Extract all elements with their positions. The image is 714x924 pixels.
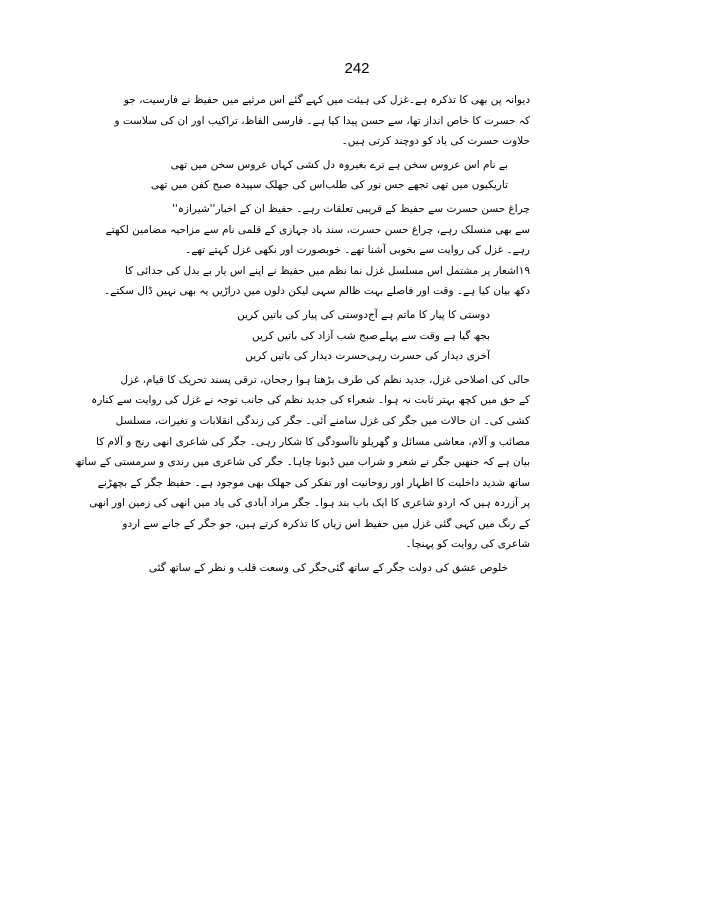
text-line: ۱۹اشعار پر مشتمل اس مسلسل غزل نما نظم میں حفیظ نے اپنے اس یار بے بدل کی جدائی کا: [124, 264, 530, 277]
page-body: [74, 90, 530, 582]
text-line: ساتھ شدید داخلیت کا اظہار اور روحانیت اور تفکر کی جھلک بھی موجود ہے۔ حفیظ جگر کے بچھڑنے: [97, 476, 530, 489]
couplet: [212, 326, 530, 347]
paragraph-1: [114, 90, 530, 152]
couplet: [170, 155, 530, 176]
text-line: دیوانہ پن بھی کا تذکرہ ہے۔غزل کی ہیئت میں کہے گئے اس مرثیے میں حفیظ نے فارسیت، جو: [123, 94, 530, 106]
couplet: [150, 175, 530, 196]
text-line: دکھ بیان کیا ہے۔ وقت اور فاصلے بہت ظالم سہی لیکن دلوں میں دراڑیں یہ بھی نہیں ڈال سکتے۔: [104, 285, 530, 298]
misra-right: دوستی کا پیار کا ماتم ہے آج: [368, 308, 490, 321]
couplet: [212, 346, 530, 367]
text-line: حلاوت حسرت کی یاد کو دوچند کرتی ہیں۔: [341, 135, 530, 148]
paragraph-4: [74, 370, 530, 555]
page-number: 242: [344, 60, 370, 77]
misra-left: وہ دل کشی کہاں عروس سخن میں تھی: [170, 158, 350, 171]
text-line: شاعری کی روایت کو پہنچا۔: [405, 538, 530, 551]
couplet: [212, 305, 530, 326]
text-line: مصائب و آلام، معاشی مسائل و گھریلو ناآسودگی کا شکار رہی۔ جگر کی شاعری انھی رنج و آلام کا: [96, 435, 530, 448]
misra-left: جگر کی وسعت قلب و نظر کے ساتھ گئی: [148, 562, 328, 575]
misra-left: صبح شب آزاد کی باتیں کریں: [252, 329, 378, 342]
text-line: رہے۔ غزل کی روایت سے بخوبی آشنا تھے۔ خوبصورت اور نکھی غزل کہتے تھے۔: [185, 244, 530, 257]
paragraph-2: [105, 199, 530, 261]
misra-left: اس کی جھلک سپیدہ صبح کفن میں تھی: [150, 179, 326, 192]
paragraph-3: [104, 261, 530, 302]
text-line: کے حق میں کچھ بہتر ثابت نہ ہوا۔ شعراء کی جدید نظم کی جانب توجہ نے غزل کی روایت سے کنارہ: [91, 394, 530, 407]
misra-left: دوستی کی پیار کی باتیں کریں: [237, 308, 369, 321]
text-line: کہ حسرت کا خاص انداز تھا، سے حسن پیدا کیا ہے۔ فارسی الفاظ، تراکیب اور ان کی سلاست و: [114, 114, 530, 127]
verse-block-2: [212, 305, 530, 367]
misra-right: خلوص عشق کی دولت جگر کے ساتھ گئی: [327, 562, 508, 575]
text-line: پر آزردہ ہیں کہ اردو شاعری کا ایک باب بند ہوا۔ جگر مراد آبادی کی یاد میں انھی کی زمین اور انھی: [89, 497, 530, 510]
verse-block-3: [148, 558, 530, 579]
text-line: کے رنگ میں کہی گئی غزل میں حفیظ اس زیاں کا تذکرہ کرتے ہیں، جو جگر کے جانے سے اردو: [122, 517, 530, 530]
text-line: چراغ حسن حسرت سے حفیظ کے قریبی تعلقات رہے۔ حفیظ ان کے اخبار''شیرازہ'': [172, 202, 530, 215]
misra-left: حسرت دیدار کی باتیں کریں: [245, 350, 367, 363]
text-line: بیان ہے کہ جنھیں جگر نے شعر و شراب میں ڈبونا چاہا۔ جگر کی شاعری میں رندی و سرمستی کے ساتھ: [74, 456, 530, 469]
misra-right: بجھ گیا ہے وقت سے پہلے: [379, 329, 490, 342]
text-line: حالی کی اصلاحی غزل، جدید نظم کی طرف بڑھتا ہوا رجحان، ترقی پسند تحریک کا قیام، غزل: [120, 373, 530, 386]
text-line: کشی کی۔ ان حالات میں جگر کی غزل سامنے آئی۔ جگر کی زندگی انقلابات و تغیرات، مسلسل: [115, 414, 530, 427]
misra-right: آخری دیدار کی حسرت رہی: [366, 350, 490, 363]
couplet: [148, 558, 530, 579]
text-line: سے بھی منسلک رہے، چراغ حسن حسرت، سند باد جہازی کے قلمی نام سے مزاحیہ مضامین لکھتے: [105, 223, 530, 236]
misra-right: بے نام اس عروس سخن ہے ترے بغیر: [349, 158, 508, 171]
verse-block-1: [150, 155, 530, 196]
misra-right: تاریکیوں میں تھی تجھے جس نور کی طلب: [325, 179, 508, 192]
